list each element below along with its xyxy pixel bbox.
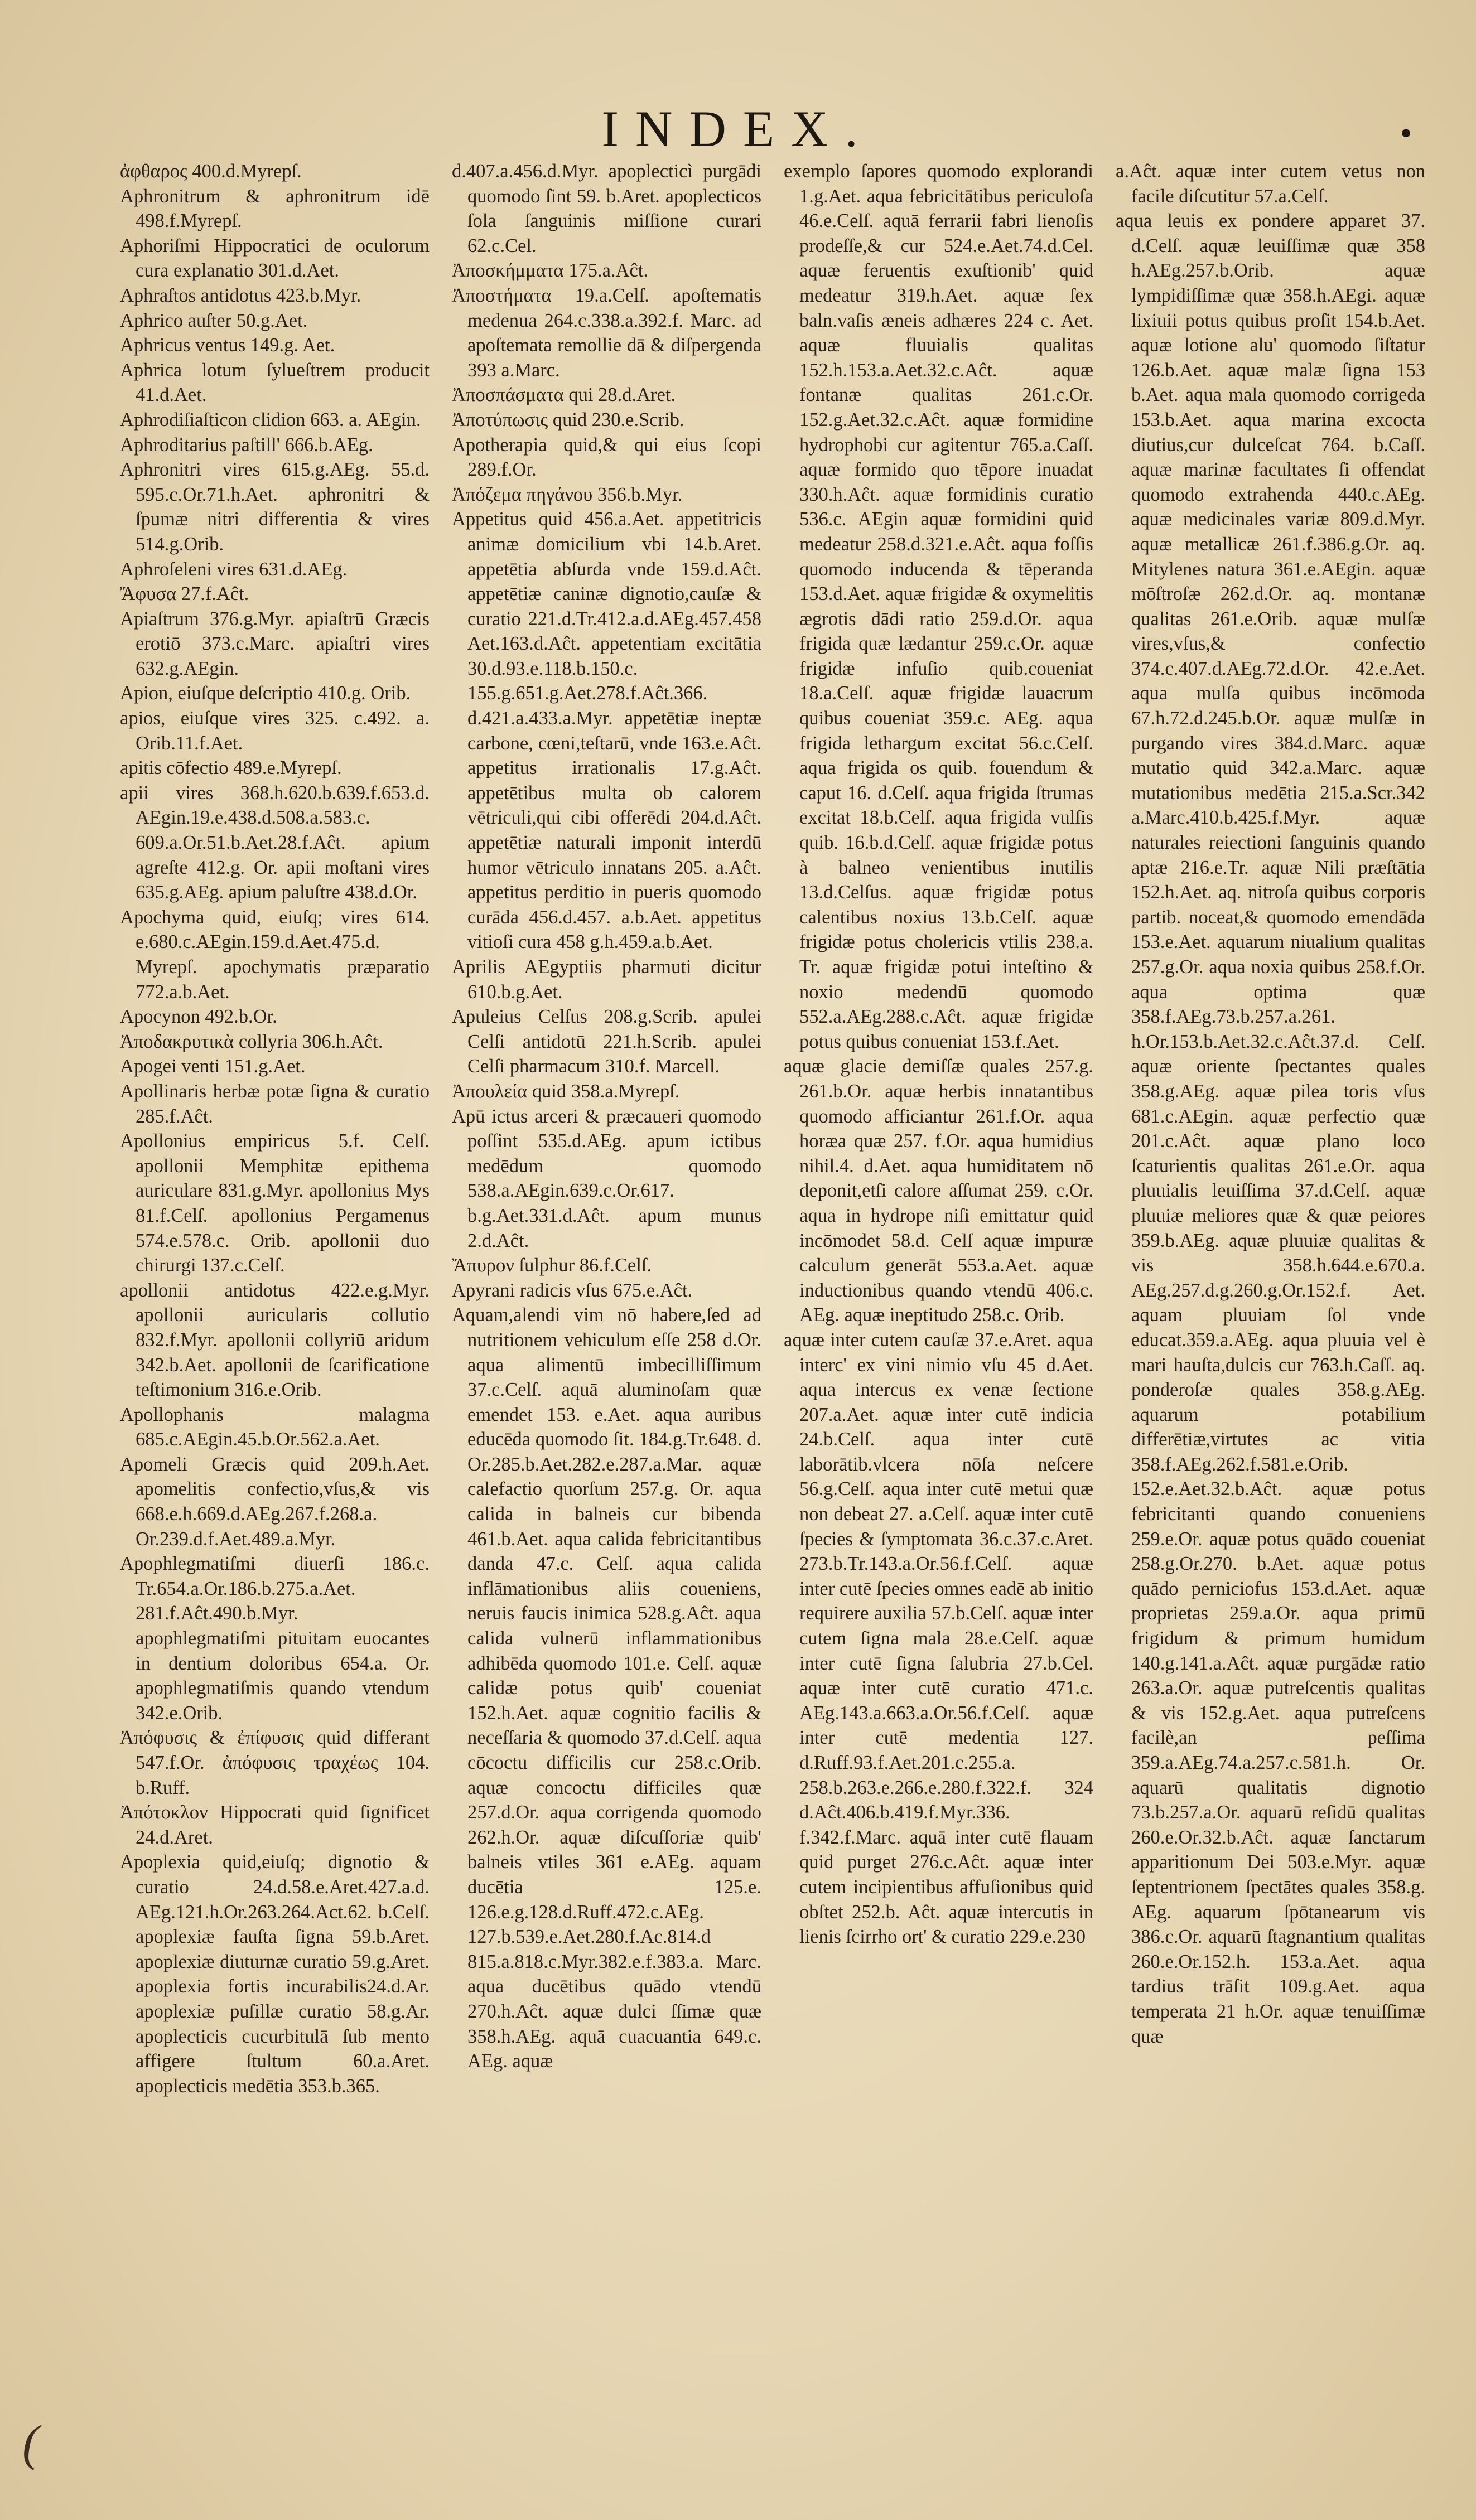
index-entry: Aphronitri vires 615.g.AEg. 55.d. 595.c.Or.71.h.Aet. aphronitri & ſpumæ nitri differentia & vires 514.g.Orib. bbox=[120, 459, 430, 555]
index-column-1 bbox=[120, 159, 430, 2334]
index-entry: Ἄπυρον ſulphur 86.f.Celſ. bbox=[452, 1255, 652, 1276]
index-entry: Apophlegmatiſmi diuerſi 186.c. Tr.654.a.Or.186.b.275.a.Aet. 281.f.Aĉt.490.b.Myr. apophlegmatiſmi pituitam euocantes in dentium doloribus 654.a. Or. apophlegmatiſmis quando vtendum 342.e.Orib. bbox=[120, 1553, 430, 1724]
margin-mark: ( bbox=[22, 2416, 39, 2471]
index-entry: apitis cōfectio 489.e.Myrepſ. bbox=[120, 757, 342, 779]
index-entry: Apyrani radicis vſus 675.e.Aĉt. bbox=[452, 1279, 693, 1301]
index-entry: Appetitus quid 456.a.Aet. appetitricis animæ domicilium vbi 14.b.Aret. appetētia abſurda vnde 159.d.Aĉt. appetētiæ caninæ dignotio,cauſæ & curatio 221.d.Tr.412.a.d.AEg.457.458 Aet.163.d.Aĉt. appetentiam excitātia 30.d.93.e.118.b.150.c. 155.g.651.g.Aet.278.f.Aĉt.366. d.421.a.433.a.Myr. appetētiæ ineptæ carbone, cœni,teſtarū, vnde 163.e.Aĉt. appetitus irrationalis 17.g.Aĉt. appetētibus multa ob calorem vētriculi,qui cibi offerēdi 204.d.Aĉt. appetētiæ naturali imponit interdū humor vētriculo innatans 205. a.Aĉt. appetitus perditio in pueris quomodo curāda 456.d.457. a.b.Aet. appetitus vitioſi cura 458 g.h.459.a.b.Aet. bbox=[452, 509, 761, 953]
index-entry: Aphraſtos antidotus 423.b.Myr. bbox=[120, 284, 361, 306]
index-entry: Apocynon 492.b.Or. bbox=[120, 1006, 277, 1028]
index-entry: Ἀποστήματα 19.a.Celſ. apoſtematis medenua 264.c.338.a.392.f. Marc. ad apoſtemata remollie dā & diſpergenda 393 a.Marc. bbox=[452, 284, 761, 381]
index-entry: exemplo ſapores quomodo explorandi 1.g.Aet. aqua febricitātibus periculoſa 46.e.Celſ. aquā ferrarii fabri lienoſis prodeſſe,& cur 524.e.Aet.74.d.Cel. aquæ feruentis exuſtionib' quid medeatur 319.h.Aet. aquæ ſex baln.vaſis æneis adhæres 224 c. Aet. aquæ fluuialis qualitas 152.h.153.a.Aet.32.c.Aĉt. aquæ fontanæ qualitas 261.c.Or. 152.g.Aet.32.c.Aĉt. aquæ formidine hydrophobi cur agitentur 765.a.Caſſ. aquæ formido quo tēpore inuadat 330.h.Aĉt. aquæ formidinis curatio 536.c. AEgin aquæ formidini quid medeatur 258.d.321.e.Aĉt. aqua foſſis quomodo inducenda & tēperanda 153.d.Aet. aquæ frigidæ & oxymelitis ægrotis dādi ratio 259.d.Or. aqua frigida quæ lædantur 259.c.Or. aquæ frigidæ infuſio quib.coueniat 18.a.Celſ. aquæ frigidæ lauacrum quibus coueniat 359.c. AEg. aqua frigida lethargum excitat 56.c.Celſ. aqua frigida os quib. fouendum & caput 16. d.Celſ. aqua frigida ſtrumas excitat 18.b.Celſ. aqua frigida vulſis quib. 16.b.d.Celſ. aquæ frigidæ potus à balneo venientibus inutilis 13.d.Celſus. aquæ frigidæ potus calentibus noxius 13.b.Celſ. aquæ frigidæ potus cholericis vtilis 238.a. Tr. aquæ frigidæ potui inteſtino & noxio medendū quomodo 552.a.AEg.288.c.Aĉt. aquæ frigidæ potus quibus conueniat 153.f.Aet. bbox=[784, 161, 1093, 1052]
index-entry: Ἀποσπάσματα qui 28.d.Aret. bbox=[452, 384, 676, 406]
index-columns bbox=[120, 159, 1425, 2334]
index-entry: Apogei venti 151.g.Aet. bbox=[120, 1056, 306, 1077]
corner-mark: • bbox=[1400, 115, 1412, 152]
index-entry: Apomeli Græcis quid 209.h.Aet. apomelitis confectio,vſus,& vis 668.e.h.669.d.AEg.267.f.268.a. Or.239.d.f.Aet.489.a.Myr. bbox=[120, 1453, 430, 1550]
index-entry: Aphroditarius paſtill' 666.b.AEg. bbox=[120, 434, 373, 456]
index-entry: Apotherapia quid,& qui eius ſcopi 289.f.Or. bbox=[452, 434, 761, 481]
index-entry: Ἀπουλεία quid 358.a.Myrepſ. bbox=[452, 1080, 680, 1102]
index-entry: ἀφθαρος 400.d.Myrepſ. bbox=[120, 161, 302, 182]
index-entry: Ἀποσκήμματα 175.a.Aĉt. bbox=[452, 260, 648, 282]
index-entry: Aphronitrum & aphronitrum idē 498.f.Myrepſ. bbox=[120, 185, 430, 232]
index-entry: apollonii antidotus 422.e.g.Myr. apollonii auricularis collutio 832.f.Myr. apollonii collyriū aridum 342.b.Aet. apollonii de ſcarificatione teſtimonium 316.e.Orib. bbox=[120, 1279, 430, 1401]
index-entry: Apoplexia quid,eiuſq; dignotio & curatio 24.d.58.e.Aret.427.a.d. AEg.121.h.Or.263.264.Act.62. b.Celſ. apoplexiæ fauſta ſigna 59.b.Aret. apoplexiæ diuturnæ curatio 59.g.Aret. apoplexia fortis incurabilis24.d.Ar. apoplexiæ puſillæ curatio 58.g.Ar. apoplecticis cucurbitulā ſub mento affigere ſtultum 60.a.Aret. apoplecticis medētia 353.b.365. bbox=[120, 1851, 430, 2097]
index-entry: Aprilis AEgyptiis pharmuti dicitur 610.b.g.Aet. bbox=[452, 956, 761, 1003]
index-entry: Ἀπόζεμα πηγάνου 356.b.Myr. bbox=[452, 483, 683, 505]
index-entry: Ἄφυσα 27.f.Aĉt. bbox=[120, 583, 249, 605]
index-entry: Ἀποδακρυτικὰ collyria 306.h.Aĉt. bbox=[120, 1031, 383, 1052]
index-entry: Aphrodiſiaſticon clidion 663. a. AEgin. bbox=[120, 409, 421, 431]
index-entry: apii vires 368.h.620.b.639.f.653.d. AEgin.19.e.438.d.508.a.583.c. 609.a.Or.51.b.Aet.28.f.Aĉt. apium agreſte 412.g. Or. apii moſtani vires 635.g.AEg. apium paluſtre 438.d.Or. bbox=[120, 782, 430, 903]
index-entry: Ἀποτύπωσις quid 230.e.Scrib. bbox=[452, 409, 684, 431]
page-title: INDEX. bbox=[601, 100, 875, 157]
index-entry: Aquam,alendi vim nō habere,ſed ad nutritionem vehiculum eſſe 258 d.Or. aqua alimentū imbecilliſſimum 37.c.Celſ. aquā aluminoſam quæ emendet 153. e.Aet. aqua auribus educēda quomodo ſit. 184.g.Tr.648. d. Or.285.b.Aet.282.e.287.a.Mar. aquæ calefactio quorſum 257.g. Or. aqua calida in balneis cur bibenda 461.b.Aet. aqua calida febricitantibus danda 47.c. Celſ. aqua calida inflāmationibus aliis coueniens, neruis faucis inimica 528.g.Aĉt. aqua calida vulnerū inflammationibus adhibēda quomodo 101.e. Celſ. aquæ calidæ potus quib' coueniat 152.h.Aet. aquæ cognitio facilis & neceſſaria & quomodo 37.d.Celſ. aqua cōcoctu difficilis cur 258.c.Orib. aquæ concoctu difficiles quæ 257.d.Or. aqua corrigenda quomodo 262.h.Or. aquæ diſcuſſoriæ quib' balneis vtiles 361 e.AEg. aquam ducētia 125.e. 126.e.g.128.d.Ruff.472.c.AEg. 127.b.539.e.Aet.280.f.Ac.814.d 815.a.818.c.Myr.382.e.f.383.a. Marc. aqua ducētibus quādo vtendū 270.h.Aĉt. aquæ dulci ſſimæ quæ 358.h.AEg. aquā cuacuantia 649.c. AEg. aquæ bbox=[452, 1304, 761, 2072]
index-column-4 bbox=[1116, 159, 1425, 2334]
index-entry: aqua leuis ex pondere apparet 37. d.Celſ. aquæ leuiſſimæ quæ 358 h.AEg.257.b.Orib. aquæ lympidiſſimæ quæ 358.h.AEgi. aquæ lixiuii potus quibus proſit 154.b.Aet. aquæ lotione alu' quomodo ſiſtatur 126.b.Aet. aquæ malæ ſigna 153 b.Aet. aqua mala quomodo corrigeda 153.b.Aet. aqua marina excocta diutius,cur dulceſcat 764. b.Caſſ. aquæ marinæ facultates ſi offendat quomodo extrahenda 440.c.AEg. aquæ medicinales variæ 809.d.Myr. aquæ metallicæ 261.f.386.g.Or. aq. Mitylenes natura 361.e.AEgin. aquæ mōſtroſæ 262.d.Or. aq. montanæ qualitas 261.e.Orib. aquæ mulſæ vires,vſus,& confectio 374.c.407.d.AEg.72.d.Or. 42.e.Aet. aqua mulſa quibus incōmoda 67.h.72.d.245.b.Or. aquæ mulſæ in purgando vires 384.d.Marc. aquæ mutatio quid 342.a.Marc. aquæ mutationibus medētia 215.a.Scr.342 a.Marc.410.b.425.f.Myr. aquæ naturales reiectioni ſanguinis quando aptæ 216.e.Tr. aquæ Nili præſtātia 152.h.Aet. aq. nitroſa quibus corporis partib. noceat,& quomodo emendāda 153.e.Aet. aquarum niualium qualitas 257.g.Or. aqua noxia quibus 258.f.Or. aqua optima quæ 358.f.AEg.73.b.257.a.261. h.Or.153.b.Aet.32.c.Aĉt.37.d. Celſ. aquæ oriente ſpectantes quales 358.g.AEg. aquæ pilea toris vſus 681.c.AEgin. aquæ perfectio quæ 201.c.Aĉt. aquæ plano loco ſcaturientis qualitas 261.e.Or. aqua pluuialis leuiſſima 37.d.Celſ. aquæ pluuiæ meliores quæ & quæ peiores 359.b.AEg. aquæ pluuiæ qualitas & vis 358.h.644.e.670.a. AEg.257.d.g.260.g.Or.152.f. Aet. aquam pluuiam ſol vnde educat.359.a.AEg. aqua pluuia vel è mari hauſta,dulcis cur 763.h.Caſſ. aq. ponderoſæ quales 358.g.AEg. aquarum potabilium differētiæ,virtutes ac vitia 358.f.AEg.262.f.581.e.Orib. 152.e.Aet.32.b.Aĉt. aquæ potus febricitanti quando conueniens 259.e.Or. aquæ potus quādo coueniat 258.g.Or.270. b.Aet. aquæ potus quādo perniciofus 153.d.Aet. aquæ proprietas 259.a.Or. aqua primū frigidum & primum humidum 140.g.141.a.Aĉt. aquæ purgādæ ratio 263.a.Or. aquæ putreſcentis qualitas & vis 152.g.Aet. aqua putreſcens facilè,an peſſima 359.a.AEg.74.a.257.c.581.h. Or. aquarū qualitatis dignotio 73.b.257.a.Or. aquarū reſidū qualitas 260.e.Or.32.b.Aĉt. aquæ ſanctarum apparitionum Dei 503.e.Myr. aquæ ſeptentrionem ſpectātes quales 358.g. AEg. aquarum ſpōtanearum vis 386.c.Or. aquarū ſtagnantium qualitas 260.e.Or.152.h. 153.a.Aet. aqua tardius trāſit 109.g.Aet. aqua temperata 21 h.Or. aquæ tenuiſſimæ quæ bbox=[1116, 210, 1425, 2047]
index-entry: Apiaſtrum 376.g.Myr. apiaſtrū Græcis erotiō 373.c.Marc. apiaſtri vires 632.g.AEgin. bbox=[120, 608, 430, 679]
index-entry: aquæ glacie demiſſæ quales 257.g. 261.b.Or. aquæ herbis innatantibus quomodo afficiantur 261.f.Or. aqua horæa quæ 257. f.Or. aqua humidius nihil.4. d.Aet. aqua humiditatem nō deponit,etſi calore aſſumat 259. c.Or. aqua in hydrope niſi emittatur quid incōmodet 58.d. Celſ aquæ impuræ calculum generāt 553.a.Aet. aquæ inductionibus quando vtendū 406.c. AEg. aquæ ineptitudo 258.c. Orib. bbox=[784, 1056, 1093, 1326]
index-entry: Ἀπόφυσις & ἐπίφυσις quid differant 547.f.Or. ἀπόφυσις τραχέως 104. b.Ruff. bbox=[120, 1727, 430, 1798]
index-entry: Apochyma quid, eiuſq; vires 614. e.680.c.AEgin.159.d.Aet.475.d. Myrepſ. apochymatis præparatio 772.a.b.Aet. bbox=[120, 906, 430, 1003]
index-entry: Apion, eiuſque deſcriptio 410.g. Orib. bbox=[120, 683, 411, 704]
index-entry: apios, eiuſque vires 325. c.492. a. Orib.11.f.Aet. bbox=[120, 708, 430, 754]
index-entry: Apollophanis malagma 685.c.AEgin.45.b.Or.562.a.Aet. bbox=[120, 1404, 430, 1450]
index-entry: a.Aĉt. aquæ inter cutem vetus non facile diſcutitur 57.a.Celſ. bbox=[1116, 161, 1425, 207]
index-entry: aquæ inter cutem cauſæ 37.e.Aret. aqua interc' ex vini nimio vſu 45 d.Aet. aqua intercus ex venæ ſectione 207.a.Aet. aquæ inter cutē indicia 24.b.Celſ. aqua inter cutē laborātib.vlcera nōſa neſcere 56.g.Celſ. aqua inter cutē metui quæ non debeat 27. a.Celſ. aquæ inter cutē ſpecies & ſymptomata 36.c.37.c.Aret. 273.b.Tr.143.a.Or.56.f.Celſ. aquæ inter cutē ſpecies omnes eadē ab initio requirere auxilia 57.b.Celſ. aquæ inter cutem ſigna mala 28.e.Celſ. aquæ inter cutē ſigna ſalubria 27.b.Cel. aquæ inter cutē curatio 471.c. AEg.143.a.663.a.Or.56.f.Celſ. aquæ inter cutē medentia 127. d.Ruff.93.f.Aet.201.c.255.a. 258.b.263.e.266.e.280.f.322.f. 324 d.Aĉt.406.b.419.f.Myr.336. f.342.f.Marc. aquā inter cutē flauam quid purget 276.c.Aĉt. aquæ inter cutem incipientibus affuſionibus quid obſtet 252.b. Aĉt. aquæ intercutis in lienis ſcirrho ort' & curatio 229.e.230 bbox=[784, 1329, 1093, 1948]
index-column-3 bbox=[784, 159, 1093, 2334]
index-entry: d.407.a.456.d.Myr. apoplecticì purgādi quomodo ſint 59. b.Aret. apoplecticos ſola ſanguinis miſſione curari 62.c.Cel. bbox=[452, 161, 761, 257]
index-entry: Apuleius Celſus 208.g.Scrib. apulei Celſi antidotū 221.h.Scrib. apulei Celſi pharmacum 310.f. Marcell. bbox=[452, 1006, 761, 1077]
index-entry: Aphroſeleni vires 631.d.AEg. bbox=[120, 558, 348, 580]
index-entry: Aphrica lotum ſylueſtrem producit 41.d.Aet. bbox=[120, 359, 430, 406]
index-entry: Aphrico auſter 50.g.Aet. bbox=[120, 309, 308, 331]
index-entry: Ἀπότοκλον Hippocrati quid ſignificet 24.d.Aret. bbox=[120, 1802, 430, 1848]
index-entry: Apollonius empiricus 5.f. Celſ. apollonii Memphitæ epithema auriculare 831.g.Myr. apollonius Mys 81.f.Celſ. apollonius Pergamenus 574.e.578.c. Orib. apollonii duo chirurgi 137.c.Celſ. bbox=[120, 1130, 430, 1276]
index-column-2 bbox=[452, 159, 761, 2334]
index-entry: Aphoriſmi Hippocratici de oculorum cura explanatio 301.d.Aet. bbox=[120, 235, 430, 282]
index-entry: Apū ictus arceri & præcaueri quomodo poſſint 535.d.AEg. apum ictibus medēdum quomodo 538.a.AEgin.639.c.Or.617. b.g.Aet.331.d.Aĉt. apum munus 2.d.Aĉt. bbox=[452, 1105, 761, 1251]
index-entry: Aphricus ventus 149.g. Aet. bbox=[120, 335, 335, 356]
index-entry: Apollinaris herbæ potæ ſigna & curatio 285.f.Aĉt. bbox=[120, 1080, 430, 1127]
